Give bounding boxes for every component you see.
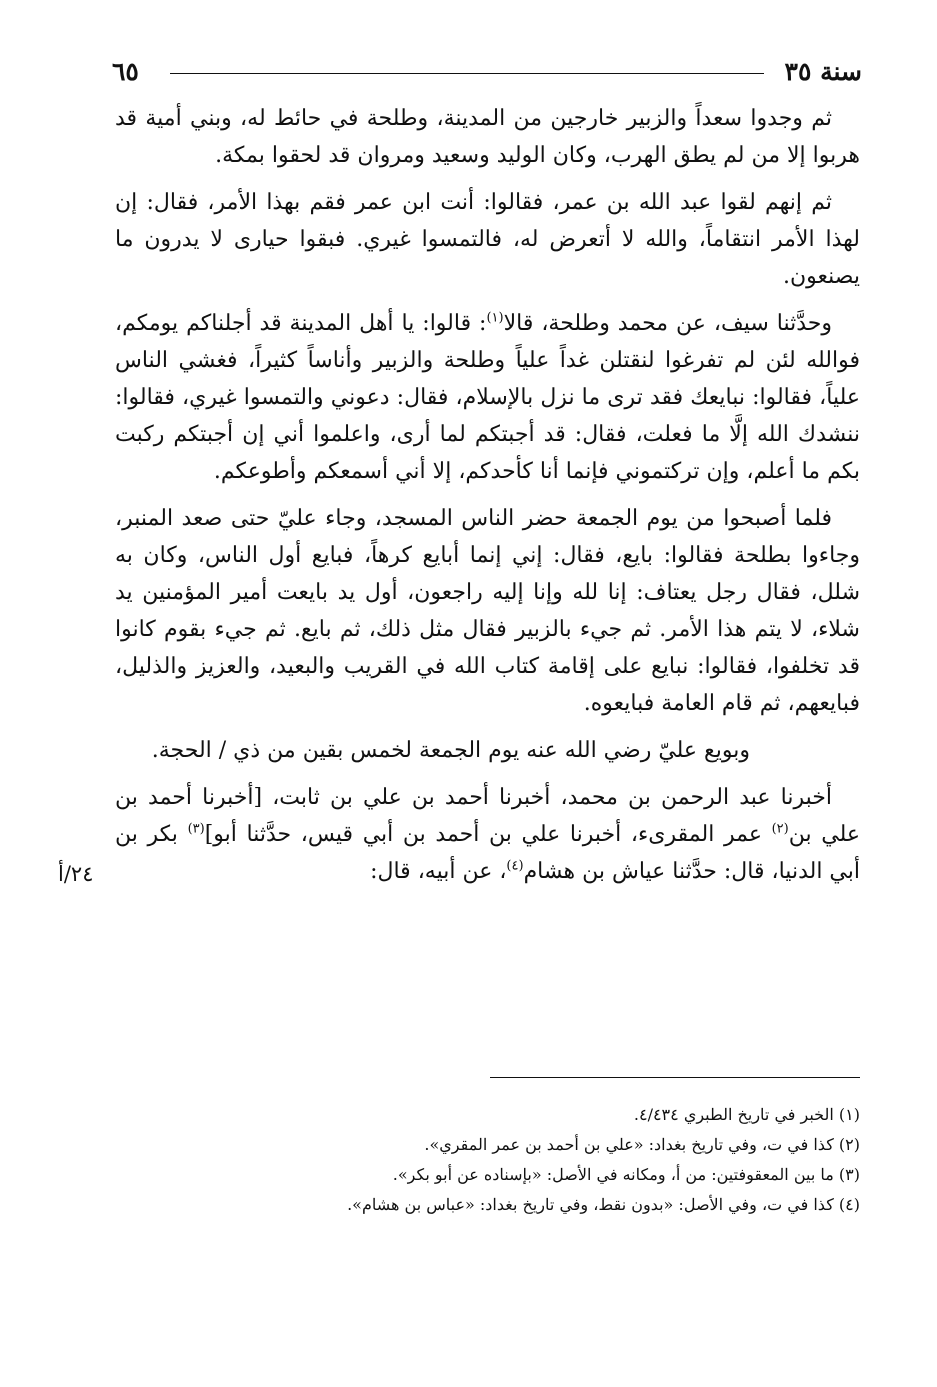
paragraph-6-text-a: أخبرنا عبد الرحمن بن محمد، أخبرنا أحمد بن علي بن ثابت، [أخبرنا أحمد بن علي بن [115,785,860,847]
footnote-ref-4: (٤) [506,858,524,874]
paragraph-3-text-a: وحدَّثنا سيف، عن محمد وطلحة، قالا [503,311,832,336]
paragraph-6 [115,779,860,890]
paragraph-6-text-c: بكر بن أبي الدنيا، قال: حدَّثنا عياش بن هشام [115,822,860,884]
footnote-1: (١) الخبر في تاريخ الطبري ٤/٤٣٤. [633,1105,860,1124]
footnote-2: (٢) كذا في ت، وفي تاريخ بغداد: «علي بن أحمد بن عمر المقري». [424,1135,860,1154]
footnote-rule [490,1077,860,1078]
header-rule [170,73,764,74]
paragraph-5: وبويع عليّ رضي الله عنه يوم الجمعة لخمس بقين من ذي / الحجة. [151,738,750,763]
page-number: ٦٥ [112,57,139,86]
footnote-ref-1: (١) [486,310,504,326]
paragraph-3 [115,305,860,490]
main-text [115,100,860,900]
paragraph-4: فلما أصبحوا من يوم الجمعة حضر الناس المسجد، وجاء عليّ حتى صعد المنبر، وجاءوا بطلحة فقالوا: بايع، فقال: إني إنما أبايع كرهاً، فبايع أول الناس، وكان به شلل، فقال رجل يعتاف: إنا لله وإنا إليه راجعون، أول يد بايعت أمير المؤمنين يد شلاء، لا يتم هذا الأمر. ثم جيء بالزبير فقال مثل ذلك، ثم بايع. ثم جيء بقوم كانوا قد تخلفوا، فقالوا: نبايع على إقامة كتاب الله في القريب والبعيد، والعزيز والذليل، فبايعهم، ثم قام العامة فبايعوه. [115,506,860,716]
footnote-ref-3: (٣) [187,821,205,837]
paragraph-6-text-b: عمر المقرىء، أخبرنا علي بن أحمد بن أبي قيس، حدَّثنا أبو] [204,822,772,847]
paragraph-1: ثم وجدوا سعداً والزبير خارجين من المدينة، وطلحة في حائط له، وبني أمية قد هربوا إلا من لم يطق الهرب، وكان الوليد وسعيد ومروان قد لحقوا بمكة. [115,106,860,168]
running-header [112,52,862,92]
paragraph-2: ثم إنهم لقوا عبد الله بن عمر، فقالوا: أنت ابن عمر فقم بهذا الأمر، فقال: إن لهذا الأمر انتقاماً، والله لا أتعرض له، فالتمسوا غيري. فبقوا حيارى لا يدرون ما يصنعون. [115,190,860,289]
footnote-4: (٤) كذا في ت، وفي الأصل: «بدون نقط، وفي تاريخ بغداد: «عباس بن هشام». [347,1195,860,1214]
manuscript-folio-note: ٢٤/أ [58,862,94,886]
paragraph-6-text-d: ، عن أبيه، قال: [370,859,507,884]
header-year-title: سنة ٣٥ [784,57,862,86]
paragraph-3-text-b: : قالوا: يا أهل المدينة قد أجلناكم يومكم، فوالله لئن لم تفرغوا لنقتلن غداً علياً وطلحة والزبير وأناساً كثيراً، فغشي الناس علياً، فقالوا: نبايعك فقد ترى ما نزل بالإسلام، فقال: دعوني والتمسوا غيري، فقالوا: ننشدك الله إلَّا ما فعلت، فقال: قد أجبتكم لما أرى، واعلموا أني إن أجبتكم ركبت بكم ما أعلم، وإن تركتموني فإنما أنا كأحدكم، إلا أني أسمعكم وأطوعكم. [115,311,860,484]
footnote-ref-2: (٢) [771,821,789,837]
footnote-3: (٣) ما بين المعقوفتين: من أ، ومكانه في الأصل: «بإسناده عن أبو بكر». [392,1165,860,1184]
footnotes [115,1100,860,1220]
